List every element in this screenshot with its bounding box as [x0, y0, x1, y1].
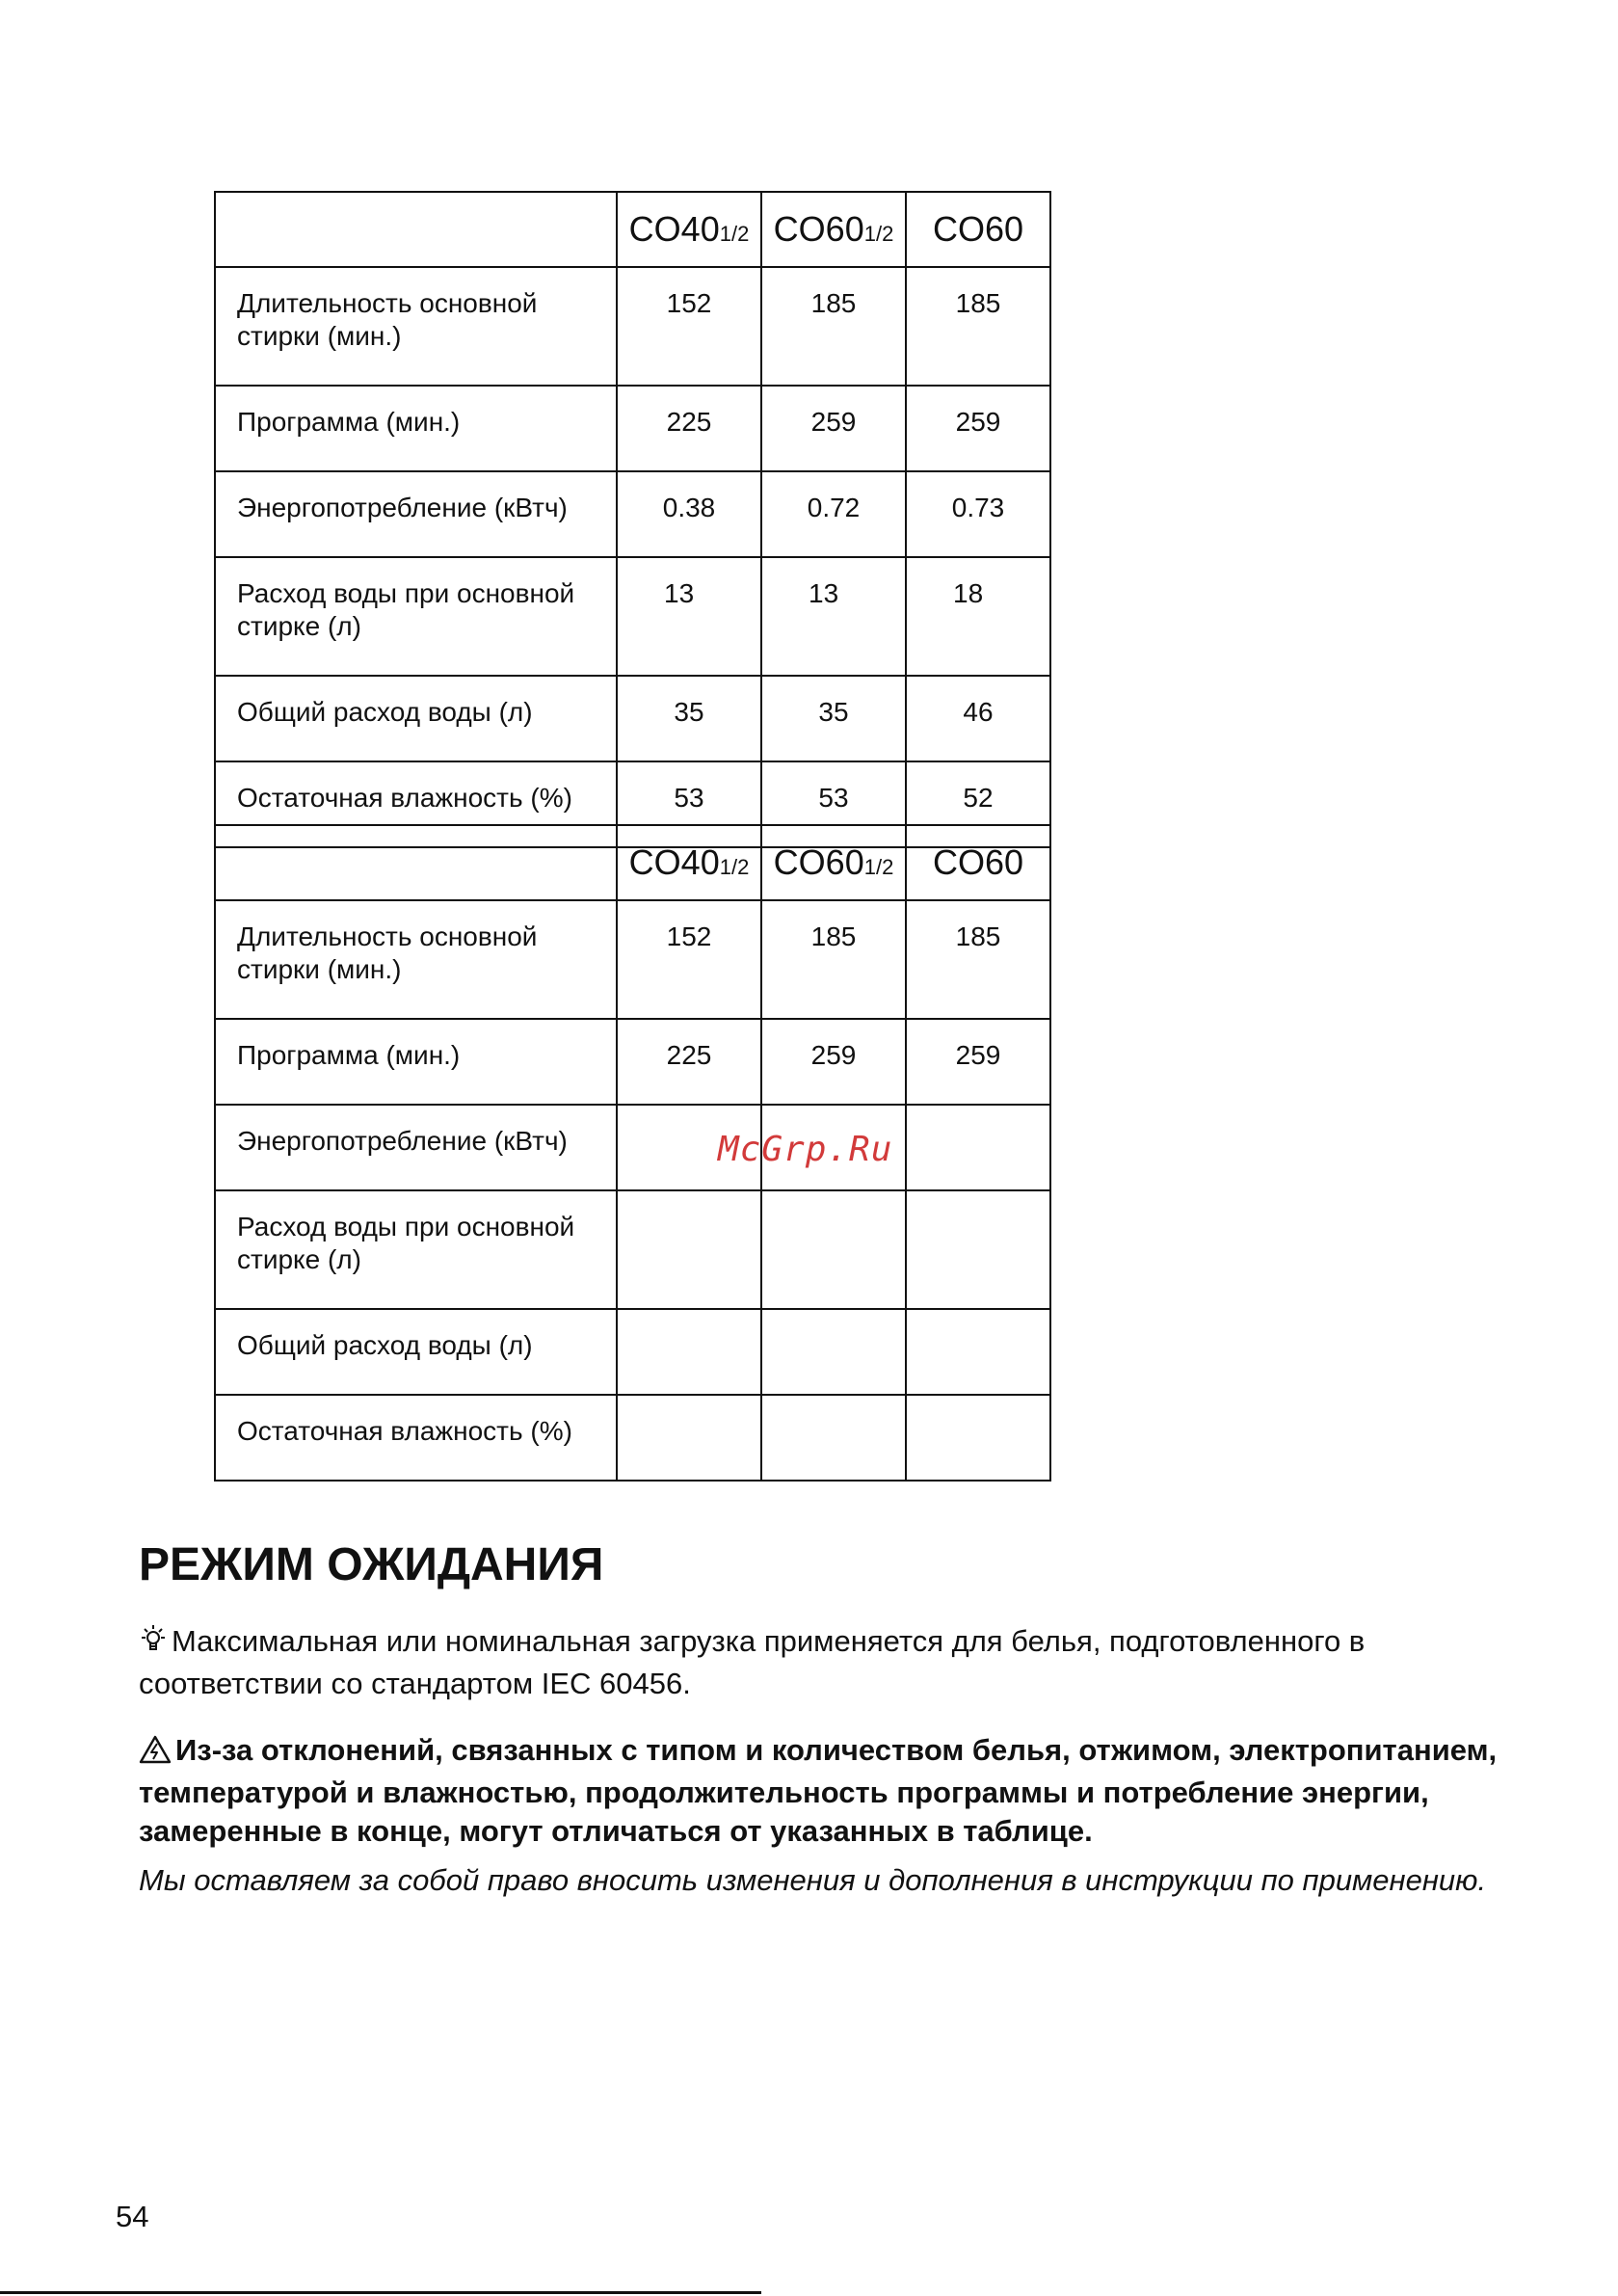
cell-value: 225: [617, 1019, 761, 1105]
warning-triangle-icon: [139, 1735, 172, 1774]
note-paragraph: Мы оставляем за собой право вносить изменения и дополнения в инструкции по применению.: [139, 1863, 1487, 1897]
watermark: McGrp.Ru: [718, 1130, 893, 1169]
cell-value: 35: [617, 676, 761, 761]
row-label: Общий расход воды (л): [215, 1309, 617, 1395]
cell-value: 53: [617, 761, 761, 847]
cell-value: 0.72: [761, 471, 906, 557]
table-row: [215, 471, 1050, 557]
cell-value: 259: [761, 386, 906, 471]
row-label: Программа (мин.): [215, 386, 617, 471]
cell-value: [617, 1395, 761, 1481]
cell-value: 18: [906, 557, 1050, 676]
cell-value: [761, 1395, 906, 1481]
table-row: [215, 1395, 1050, 1481]
spec-table-1: [214, 191, 1051, 848]
cell-value: 259: [906, 1019, 1050, 1105]
cell-value: 13: [617, 557, 761, 676]
cell-value: 0.38: [617, 471, 761, 557]
cell-value: [617, 1309, 761, 1395]
tip-text: Максимальная или номинальная загрузка применяется для белья, подготовленного в соответствии со стандартом IEC 60456.: [139, 1624, 1366, 1700]
table-row: [215, 1309, 1050, 1395]
row-label: Расход воды при основной стирке (л): [215, 557, 617, 676]
header-cell: CO601/2: [761, 825, 906, 900]
table-header-row: [215, 192, 1050, 267]
cell-value: 185: [906, 267, 1050, 386]
table-header-row: [215, 825, 1050, 900]
cell-value: [906, 1190, 1050, 1309]
row-label: Остаточная влажность (%): [215, 761, 617, 847]
header-cell: CO401/2: [617, 825, 761, 900]
cell-value: [617, 1190, 761, 1309]
lightbulb-icon: [139, 1624, 168, 1665]
header-cell: CO60: [906, 192, 1050, 267]
table-row: [215, 676, 1050, 761]
row-label: Расход воды при основной стирке (л): [215, 1190, 617, 1309]
warning-text: Из-за отклонений, связанных с типом и количеством белья, отжимом, электропитанием, температурой и влажностью, продолжительность программы и потребление энергии, замеренные в конце, могут отличаться от указанных в таблице.: [139, 1733, 1498, 1848]
table-row: [215, 386, 1050, 471]
cell-value: 53: [761, 761, 906, 847]
cell-value: 46: [906, 676, 1050, 761]
tip-paragraph: [139, 1622, 1507, 1703]
cell-value: [906, 1395, 1050, 1481]
table-row: [215, 1190, 1050, 1309]
cell-value: 152: [617, 900, 761, 1019]
spec-table-2: [214, 824, 1051, 1482]
cell-value: [761, 1309, 906, 1395]
cell-value: [906, 1105, 1050, 1190]
row-label: Программа (мин.): [215, 1019, 617, 1105]
cell-value: [761, 1190, 906, 1309]
header-cell: CO401/2: [617, 192, 761, 267]
header-cell: CO60: [906, 825, 1050, 900]
cell-value: 259: [906, 386, 1050, 471]
row-label: Энергопотребление (кВтч): [215, 471, 617, 557]
cell-value: 185: [761, 267, 906, 386]
row-label: Общий расход воды (л): [215, 676, 617, 761]
cell-value: 185: [906, 900, 1050, 1019]
table-row: [215, 267, 1050, 386]
row-label: Длительность основной стирки (мин.): [215, 900, 617, 1019]
header-cell-empty: [215, 192, 617, 267]
page-number: 54: [116, 2200, 149, 2233]
table-row: [215, 557, 1050, 676]
cell-value: 259: [761, 1019, 906, 1105]
footer-divider: [0, 2291, 761, 2294]
cell-value: 152: [617, 267, 761, 386]
table-row: [215, 1019, 1050, 1105]
cell-value: 13: [761, 557, 906, 676]
row-label: Длительность основной стирки (мин.): [215, 267, 617, 386]
row-label: Остаточная влажность (%): [215, 1395, 617, 1481]
cell-value: 0.73: [906, 471, 1050, 557]
cell-value: 185: [761, 900, 906, 1019]
header-cell-empty: [215, 825, 617, 900]
cell-value: 52: [906, 761, 1050, 847]
cell-value: 35: [761, 676, 906, 761]
warning-paragraph: [139, 1731, 1507, 1851]
section-heading: РЕЖИМ ОЖИДАНИЯ: [139, 1539, 604, 1590]
row-label: Энергопотребление (кВтч): [215, 1105, 617, 1190]
table-row: [215, 900, 1050, 1019]
cell-value: 225: [617, 386, 761, 471]
header-cell: CO601/2: [761, 192, 906, 267]
table-row: [215, 1105, 1050, 1190]
cell-value: [906, 1309, 1050, 1395]
